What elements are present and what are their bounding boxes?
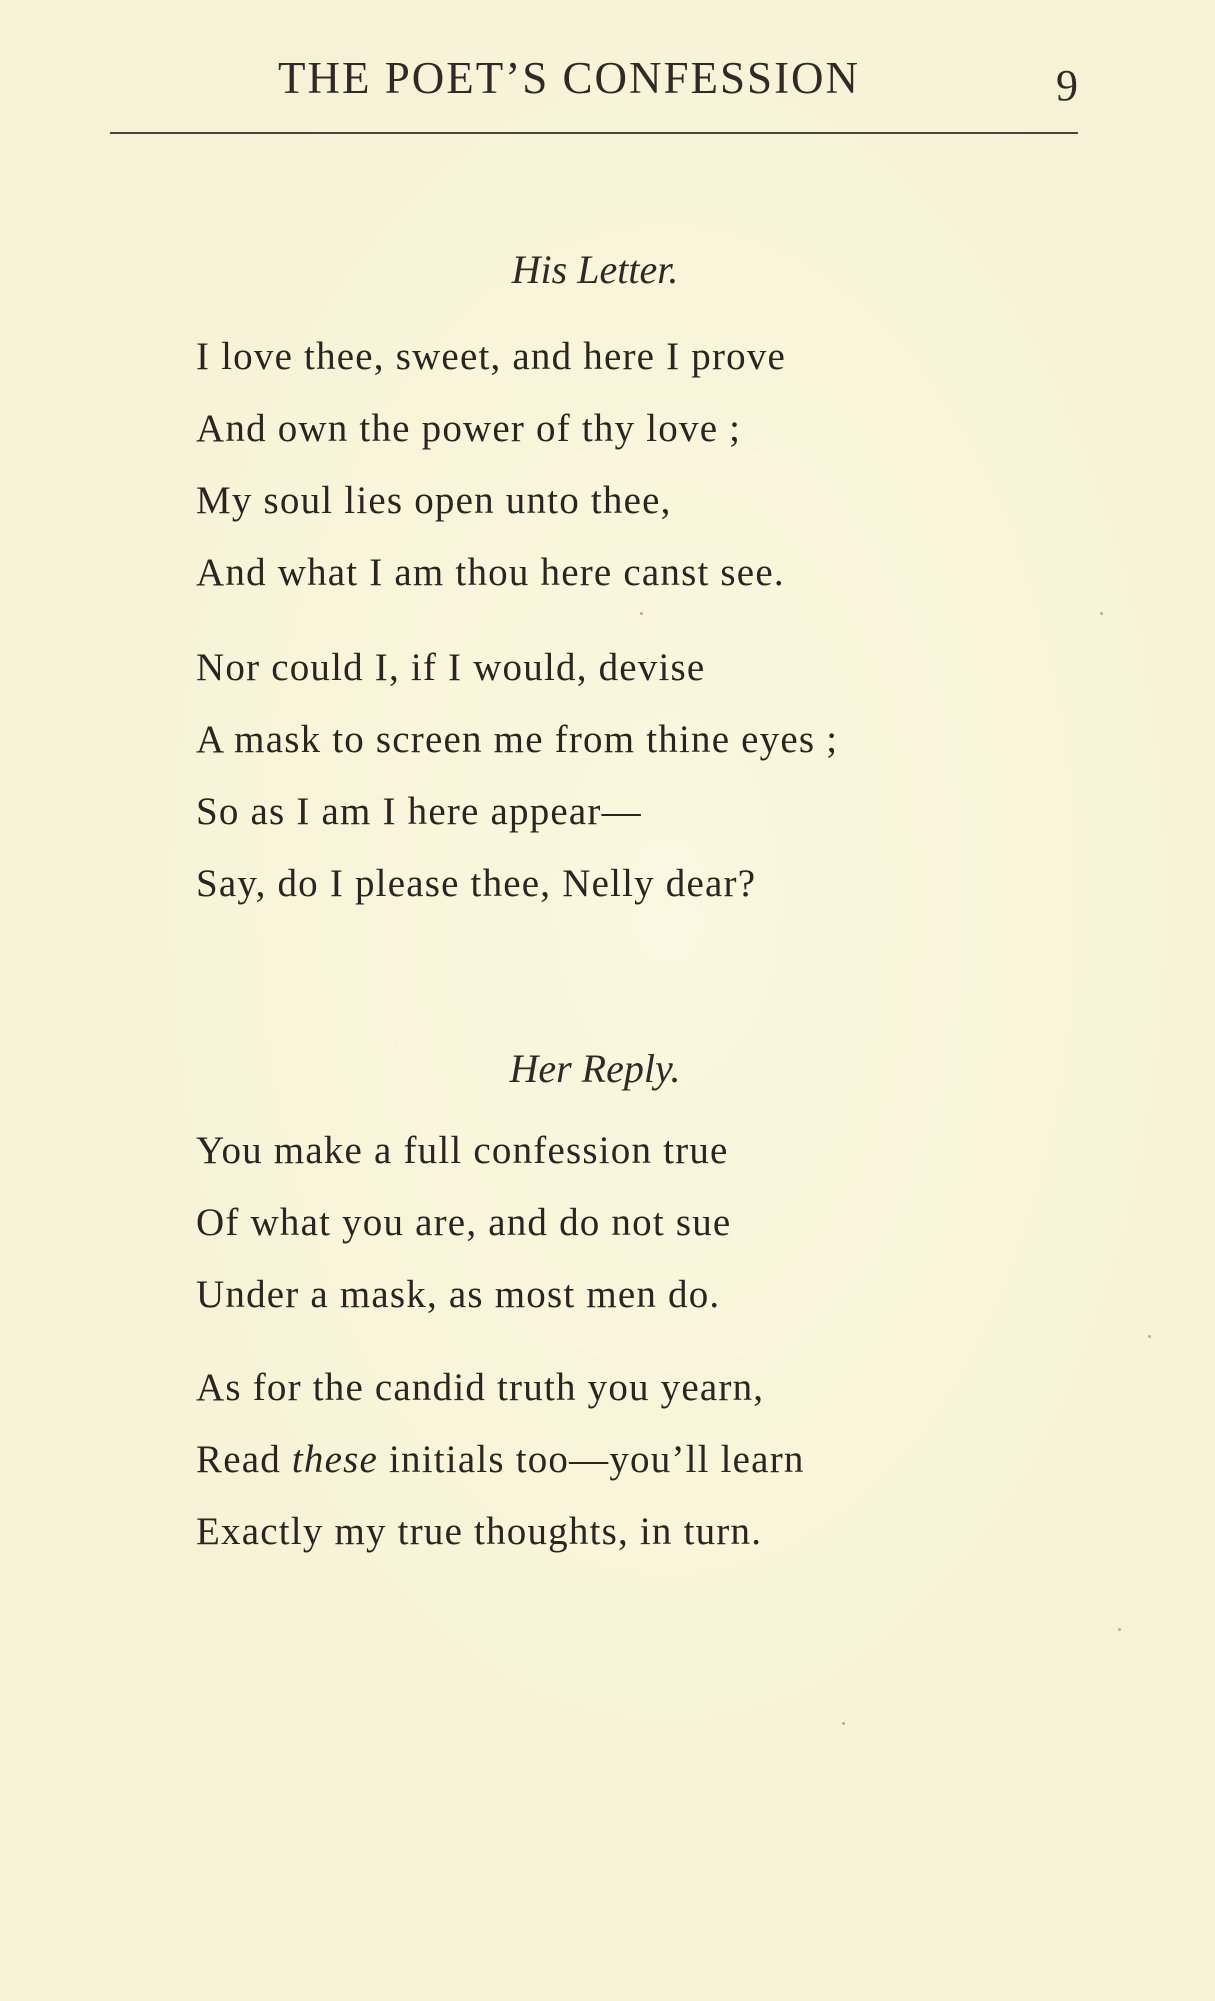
poem-line: And what I am thou here canst see. xyxy=(196,551,785,594)
poem-line: Under a mask, as most men do. xyxy=(196,1273,721,1316)
line-text: Read xyxy=(196,1438,292,1481)
running-title: THE POET’S CONFESSION xyxy=(278,53,861,103)
header-rule xyxy=(110,132,1078,134)
reply-stanza-1 xyxy=(196,1115,1096,1331)
poem-line: You make a full confession true xyxy=(196,1129,729,1172)
poem-line: So as I am I here appear— xyxy=(196,790,642,833)
letter-stanza-1 xyxy=(196,321,1096,609)
poem-line: Nor could I, if I would, devise xyxy=(196,646,706,689)
paper-speck xyxy=(1100,612,1103,615)
page-number: 9 xyxy=(1056,61,1078,110)
poem-line: Of what you are, and do not sue xyxy=(196,1201,732,1244)
paper-speck xyxy=(1148,1335,1151,1338)
running-head xyxy=(110,52,1078,112)
line-text: initials too—you’ll learn xyxy=(378,1438,805,1481)
poem-line: And own the power of thy love ; xyxy=(196,407,742,450)
reply-stanza-2 xyxy=(196,1352,1096,1568)
poem-line: My soul lies open unto thee, xyxy=(196,479,672,522)
poem-line-with-emphasis xyxy=(196,1424,1096,1496)
poem-line: Say, do I please thee, Nelly dear? xyxy=(196,862,757,905)
letter-stanza-2 xyxy=(196,632,1096,920)
letter-heading: His Letter. xyxy=(511,247,679,292)
paper-speck xyxy=(842,1722,845,1725)
reply-heading: Her Reply. xyxy=(509,1046,681,1091)
paper-speck xyxy=(1118,1628,1121,1631)
emphasized-word: these xyxy=(291,1438,379,1481)
poem-line: A mask to screen me from thine eyes ; xyxy=(196,718,839,761)
paper-speck xyxy=(640,612,643,615)
poem-line: I love thee, sweet, and here I prove xyxy=(196,335,787,378)
poem-line: Exactly my true thoughts, in turn. xyxy=(196,1510,763,1553)
poem-line: As for the candid truth you yearn, xyxy=(196,1366,765,1409)
